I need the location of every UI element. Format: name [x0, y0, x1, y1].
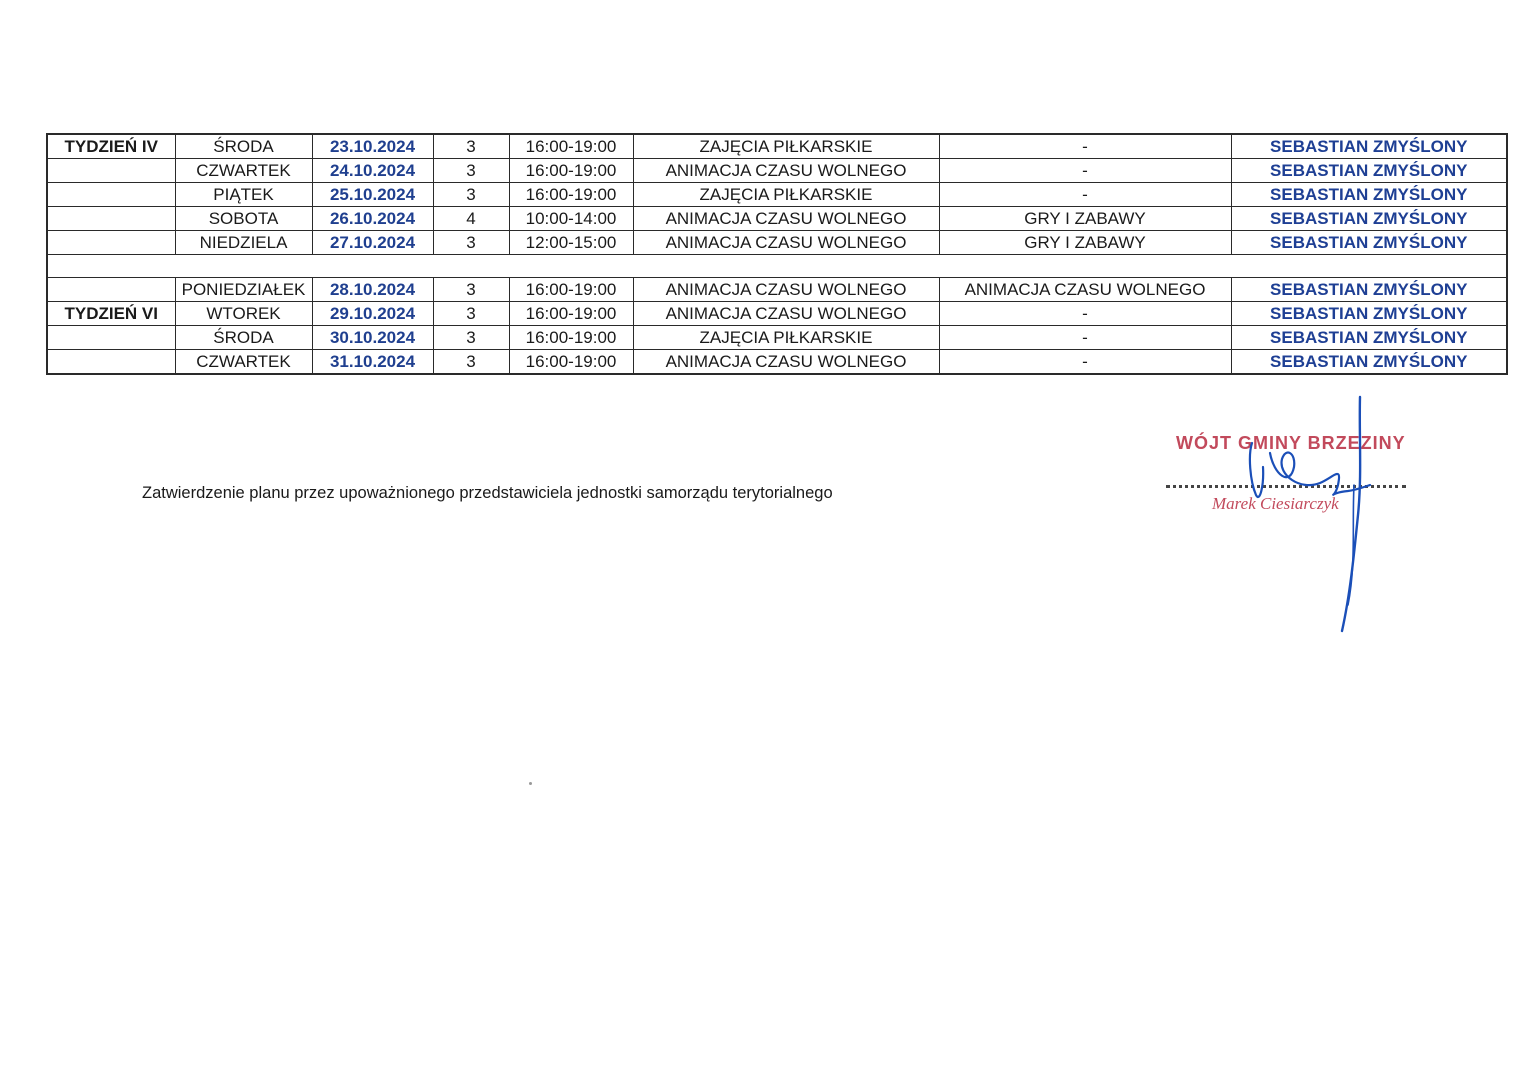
stamp-title: WÓJT GMINY BRZEZINY: [1176, 433, 1406, 453]
signature-mark: [1230, 395, 1390, 635]
hours-cell: 3: [433, 326, 509, 350]
time-cell: 10:00-14:00: [509, 207, 633, 231]
week-cell: [47, 350, 175, 375]
person-cell: SEBASTIAN ZMYŚLONY: [1231, 350, 1507, 375]
person-cell: SEBASTIAN ZMYŚLONY: [1231, 207, 1507, 231]
person-cell: SEBASTIAN ZMYŚLONY: [1231, 302, 1507, 326]
day-cell: PONIEDZIAŁEK: [175, 278, 312, 302]
activity-cell: ANIMACJA CZASU WOLNEGO: [633, 302, 939, 326]
time-cell: 16:00-19:00: [509, 302, 633, 326]
table-row: [47, 231, 1507, 255]
person-cell: SEBASTIAN ZMYŚLONY: [1231, 183, 1507, 207]
person-cell: SEBASTIAN ZMYŚLONY: [1231, 326, 1507, 350]
person-cell: SEBASTIAN ZMYŚLONY: [1231, 159, 1507, 183]
week-cell: [47, 278, 175, 302]
details-cell: GRY I ZABAWY: [939, 231, 1231, 255]
date-cell: 27.10.2024: [312, 231, 433, 255]
hours-cell: 3: [433, 231, 509, 255]
hours-cell: 3: [433, 183, 509, 207]
spacer-cell: [47, 255, 1507, 278]
activity-cell: ANIMACJA CZASU WOLNEGO: [633, 350, 939, 375]
details-cell: -: [939, 350, 1231, 375]
time-cell: 16:00-19:00: [509, 278, 633, 302]
date-cell: 29.10.2024: [312, 302, 433, 326]
week-cell: [47, 159, 175, 183]
activity-cell: ZAJĘCIA PIŁKARSKIE: [633, 326, 939, 350]
date-cell: 31.10.2024: [312, 350, 433, 375]
approval-text: Zatwierdzenie planu przez upoważnionego przedstawiciela jednostki samorządu terytorialnego: [142, 484, 833, 502]
schedule-table: [46, 133, 1508, 375]
hours-cell: 4: [433, 207, 509, 231]
activity-cell: ZAJĘCIA PIŁKARSKIE: [633, 134, 939, 159]
details-cell: -: [939, 183, 1231, 207]
person-cell: SEBASTIAN ZMYŚLONY: [1231, 278, 1507, 302]
details-cell: -: [939, 159, 1231, 183]
hours-cell: 3: [433, 350, 509, 375]
week-cell: [47, 183, 175, 207]
table-row: [47, 278, 1507, 302]
week-cell: [47, 207, 175, 231]
date-cell: 28.10.2024: [312, 278, 433, 302]
week-cell: TYDZIEŃ VI: [47, 302, 175, 326]
hours-cell: 3: [433, 302, 509, 326]
table-row: [47, 183, 1507, 207]
person-cell: SEBASTIAN ZMYŚLONY: [1231, 134, 1507, 159]
table-row: [47, 326, 1507, 350]
details-cell: -: [939, 326, 1231, 350]
week-cell: [47, 231, 175, 255]
activity-cell: ANIMACJA CZASU WOLNEGO: [633, 231, 939, 255]
day-cell: SOBOTA: [175, 207, 312, 231]
table-row: [47, 350, 1507, 375]
date-cell: 23.10.2024: [312, 134, 433, 159]
hours-cell: 3: [433, 159, 509, 183]
details-cell: -: [939, 302, 1231, 326]
activity-cell: ANIMACJA CZASU WOLNEGO: [633, 159, 939, 183]
day-cell: ŚRODA: [175, 134, 312, 159]
table-row: [47, 134, 1507, 159]
time-cell: 16:00-19:00: [509, 326, 633, 350]
scan-speck: [529, 782, 532, 785]
spacer-row: [47, 255, 1507, 278]
week-cell: TYDZIEŃ IV: [47, 134, 175, 159]
stamp-name: Marek Ciesiarczyk: [1212, 494, 1339, 513]
hours-cell: 3: [433, 134, 509, 159]
date-cell: 26.10.2024: [312, 207, 433, 231]
details-cell: GRY I ZABAWY: [939, 207, 1231, 231]
time-cell: 12:00-15:00: [509, 231, 633, 255]
day-cell: PIĄTEK: [175, 183, 312, 207]
day-cell: CZWARTEK: [175, 350, 312, 375]
person-cell: SEBASTIAN ZMYŚLONY: [1231, 231, 1507, 255]
day-cell: CZWARTEK: [175, 159, 312, 183]
table-row: [47, 302, 1507, 326]
details-cell: ANIMACJA CZASU WOLNEGO: [939, 278, 1231, 302]
hours-cell: 3: [433, 278, 509, 302]
time-cell: 16:00-19:00: [509, 350, 633, 375]
time-cell: 16:00-19:00: [509, 159, 633, 183]
day-cell: ŚRODA: [175, 326, 312, 350]
activity-cell: ZAJĘCIA PIŁKARSKIE: [633, 183, 939, 207]
activity-cell: ANIMACJA CZASU WOLNEGO: [633, 278, 939, 302]
date-cell: 25.10.2024: [312, 183, 433, 207]
date-cell: 24.10.2024: [312, 159, 433, 183]
week-cell: [47, 326, 175, 350]
time-cell: 16:00-19:00: [509, 183, 633, 207]
date-cell: 30.10.2024: [312, 326, 433, 350]
table-row: [47, 207, 1507, 231]
day-cell: WTOREK: [175, 302, 312, 326]
time-cell: 16:00-19:00: [509, 134, 633, 159]
day-cell: NIEDZIELA: [175, 231, 312, 255]
activity-cell: ANIMACJA CZASU WOLNEGO: [633, 207, 939, 231]
table-row: [47, 159, 1507, 183]
details-cell: -: [939, 134, 1231, 159]
